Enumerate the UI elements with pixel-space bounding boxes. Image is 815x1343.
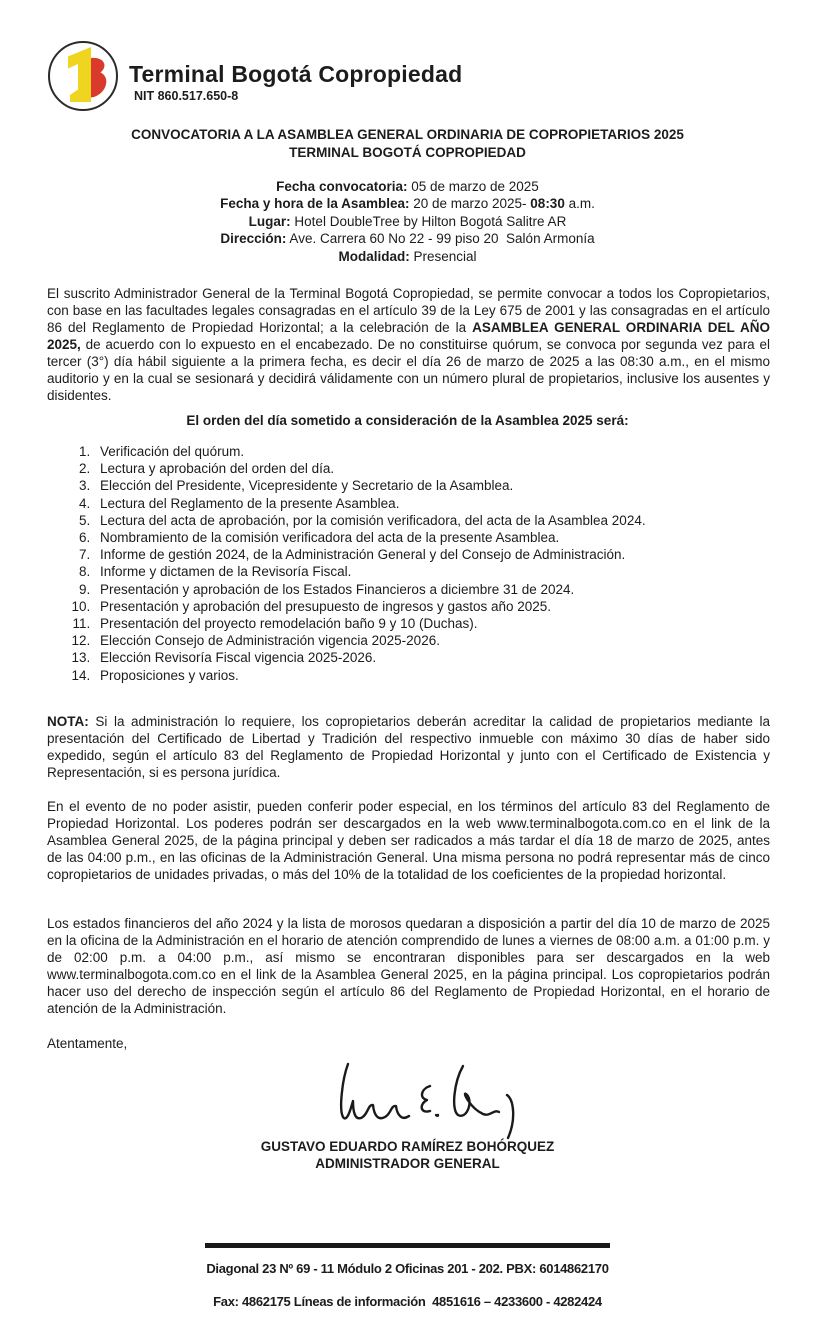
- agenda-item: 13. Elección Revisoría Fiscal vigencia 2025-2026.: [94, 649, 770, 666]
- agenda-item: 5. Lectura del acta de aprobación, por la comisión verificadora, del acta de la Asamblea 2024.: [94, 512, 770, 529]
- agenda-item: 6. Nombramiento de la comisión verificadora del acta de la presente Asamblea.: [94, 529, 770, 546]
- meta-value: Hotel DoubleTree by Hilton Bogotá Salitre AR: [290, 213, 567, 229]
- meta-value: a.m.: [564, 196, 595, 212]
- document-title-line2: TERMINAL BOGOTÁ COPROPIEDAD: [289, 144, 526, 160]
- signature-image: [278, 1058, 538, 1142]
- nota-paragraph: [47, 713, 770, 781]
- agenda-item: 3. Elección del Presidente, Vicepresidente y Secretario de la Asamblea.: [94, 477, 770, 494]
- meta-value: Ave. Carrera 60 No 22 - 99 piso 20 Salón Armonía: [286, 231, 595, 247]
- meta-value: 20 de marzo 2025-: [409, 196, 531, 212]
- document-header: [46, 38, 462, 114]
- agenda-item: 11. Presentación del proyecto remodelación baño 9 y 10 (Duchas).: [94, 615, 770, 632]
- intro-text-bold: ASAMBLEA GENERAL ORDINARIA DEL AÑO 2025,: [47, 319, 770, 352]
- nota-label: NOTA:: [47, 713, 89, 729]
- intro-text-post: de acuerdo con lo expuesto en el encabezado. De no constituirse quórum, se convoca por segunda vez para el tercer (3°) día hábil siguiente a la primera fecha, es decir el día 26 de marzo de 2025 a las 08:30 a.m., en el mismo auditorio y en la cual se sesionará y decidirá válidamente con un número plural de propietarios, inclusive los ausentes y disidentes.: [47, 336, 770, 403]
- org-name: Terminal Bogotá Copropiedad: [129, 61, 463, 87]
- agenda-item: 12. Elección Consejo de Administración vigencia 2025-2026.: [94, 632, 770, 649]
- document-title: [0, 126, 815, 161]
- meta-label: Fecha convocatoria:: [276, 179, 408, 194]
- meta-value: Presencial: [409, 248, 477, 264]
- agenda-heading: El orden del día sometido a consideración de la Asamblea 2025 será:: [186, 413, 629, 428]
- poderes-paragraph: En el evento de no poder asistir, pueden conferir poder especial, en los términos del artículo 83 del Reglamento de Propiedad Horizontal. Los poderes podrán ser descargados en la web www.terminalbogota.com.co en el link de la Asamblea General 2025, de la página principal y deben ser radicados a más tardar el día 18 de marzo de 2025, antes de las 04:00 p.m., en las oficinas de la Administración General. Una misma persona no podrá representar más de cinco copropietarios de unidades privadas, o más del 10% de la totalidad de los coeficientes de la propiedad horizontal.: [47, 798, 770, 882]
- agenda-item: 4. Lectura del Reglamento de la presente Asamblea.: [94, 495, 770, 512]
- closing-salutation: Atentamente,: [47, 1036, 128, 1051]
- meta-value-bold: 08:30: [530, 196, 565, 212]
- footer-phones: Fax: 4862175 Líneas de información 4851616 – 4233600 - 4282424: [213, 1294, 602, 1309]
- meta-modalidad: [0, 248, 815, 265]
- nota-text: Si la administración lo requiere, los copropietarios deberán acreditar la calidad de propietarios mediante la presentación del Certificado de Libertad y Tradición del respectivo inmueble con máximo 30 días de haber sido expedido, según el artículo 83 del Reglamento de Propiedad Horizontal y junto con el Certificado de Existencia y Representación, si es persona jurídica.: [47, 713, 770, 780]
- meta-label: Lugar:: [248, 213, 291, 229]
- meta-fecha-convocatoria: [0, 178, 815, 195]
- agenda-item: 8. Informe y dictamen de la Revisoría Fiscal.: [94, 563, 770, 580]
- document-title-line1: CONVOCATORIA A LA ASAMBLEA GENERAL ORDINARIA DE COPROPIETARIOS 2025: [131, 127, 684, 142]
- estados-paragraph: Los estados financieros del año 2024 y la lista de morosos quedaran a disposición a partir del día 10 de marzo de 2025 en la oficina de la Administración en el horario de atención comprendido de lunes a viernes de 08:00 a.m. a 01:00 p.m. y de 02:00 p.m. a 04:00 p.m., así mismo se encontraran disponibles para ser descargados en la web www.terminalbogota.com.co en el link de la Asamblea General 2025, en la página principal. Los copropietarios podrán hacer uso del derecho de inspección según el artículo 86 del Reglamento de Propiedad Horizontal, en el horario de atención de la Administración.: [47, 915, 770, 1016]
- meta-direccion: [0, 230, 815, 247]
- meta-label: Dirección:: [220, 231, 287, 247]
- agenda-item: 14. Proposiciones y varios.: [94, 667, 770, 684]
- meeting-details: [0, 178, 815, 265]
- signature-block: [0, 1058, 815, 1172]
- terminal-bogota-logo-icon: [46, 38, 120, 114]
- meta-value: 05 de marzo de 2025: [407, 179, 539, 194]
- meta-label: Modalidad:: [338, 248, 410, 264]
- footer-address: Diagonal 23 Nº 69 - 11 Módulo 2 Oficinas 201 - 202. PBX: 6014862170: [206, 1261, 609, 1276]
- meta-fecha-asamblea: [0, 195, 815, 212]
- meta-lugar: [0, 213, 815, 230]
- signer-title: ADMINISTRADOR GENERAL: [315, 1156, 500, 1171]
- intro-paragraph: [47, 285, 770, 404]
- footer-divider: [205, 1243, 610, 1248]
- agenda-item: 10. Presentación y aprobación del presupuesto de ingresos y gastos año 2025.: [94, 598, 770, 615]
- meta-label: Fecha y hora de la Asamblea:: [220, 196, 410, 212]
- agenda-item: 7. Informe de gestión 2024, de la Administración General y del Consejo de Administración.: [94, 546, 770, 563]
- signer-name: GUSTAVO EDUARDO RAMÍREZ BOHÓRQUEZ: [260, 1139, 555, 1154]
- intro-text-pre: El suscrito Administrador General de la Terminal Bogotá Copropiedad, se permite convocar a todos los Copropietarios, con base en las facultades legales consagradas en el artículo 39 de la Ley 675 de 2001 y las consagradas en el artículo 86 del Reglamento de Propiedad Horizontal; a la celebración de la: [47, 285, 770, 335]
- org-nit: NIT 860.517.650-8: [134, 89, 239, 103]
- header-text: [129, 38, 462, 103]
- agenda-list: [47, 443, 770, 684]
- agenda-item: 2. Lectura y aprobación del orden del día.: [94, 460, 770, 477]
- agenda-item: 1. Verificación del quórum.: [94, 443, 770, 460]
- agenda-item: 9. Presentación y aprobación de los Estados Financieros a diciembre 31 de 2024.: [94, 581, 770, 598]
